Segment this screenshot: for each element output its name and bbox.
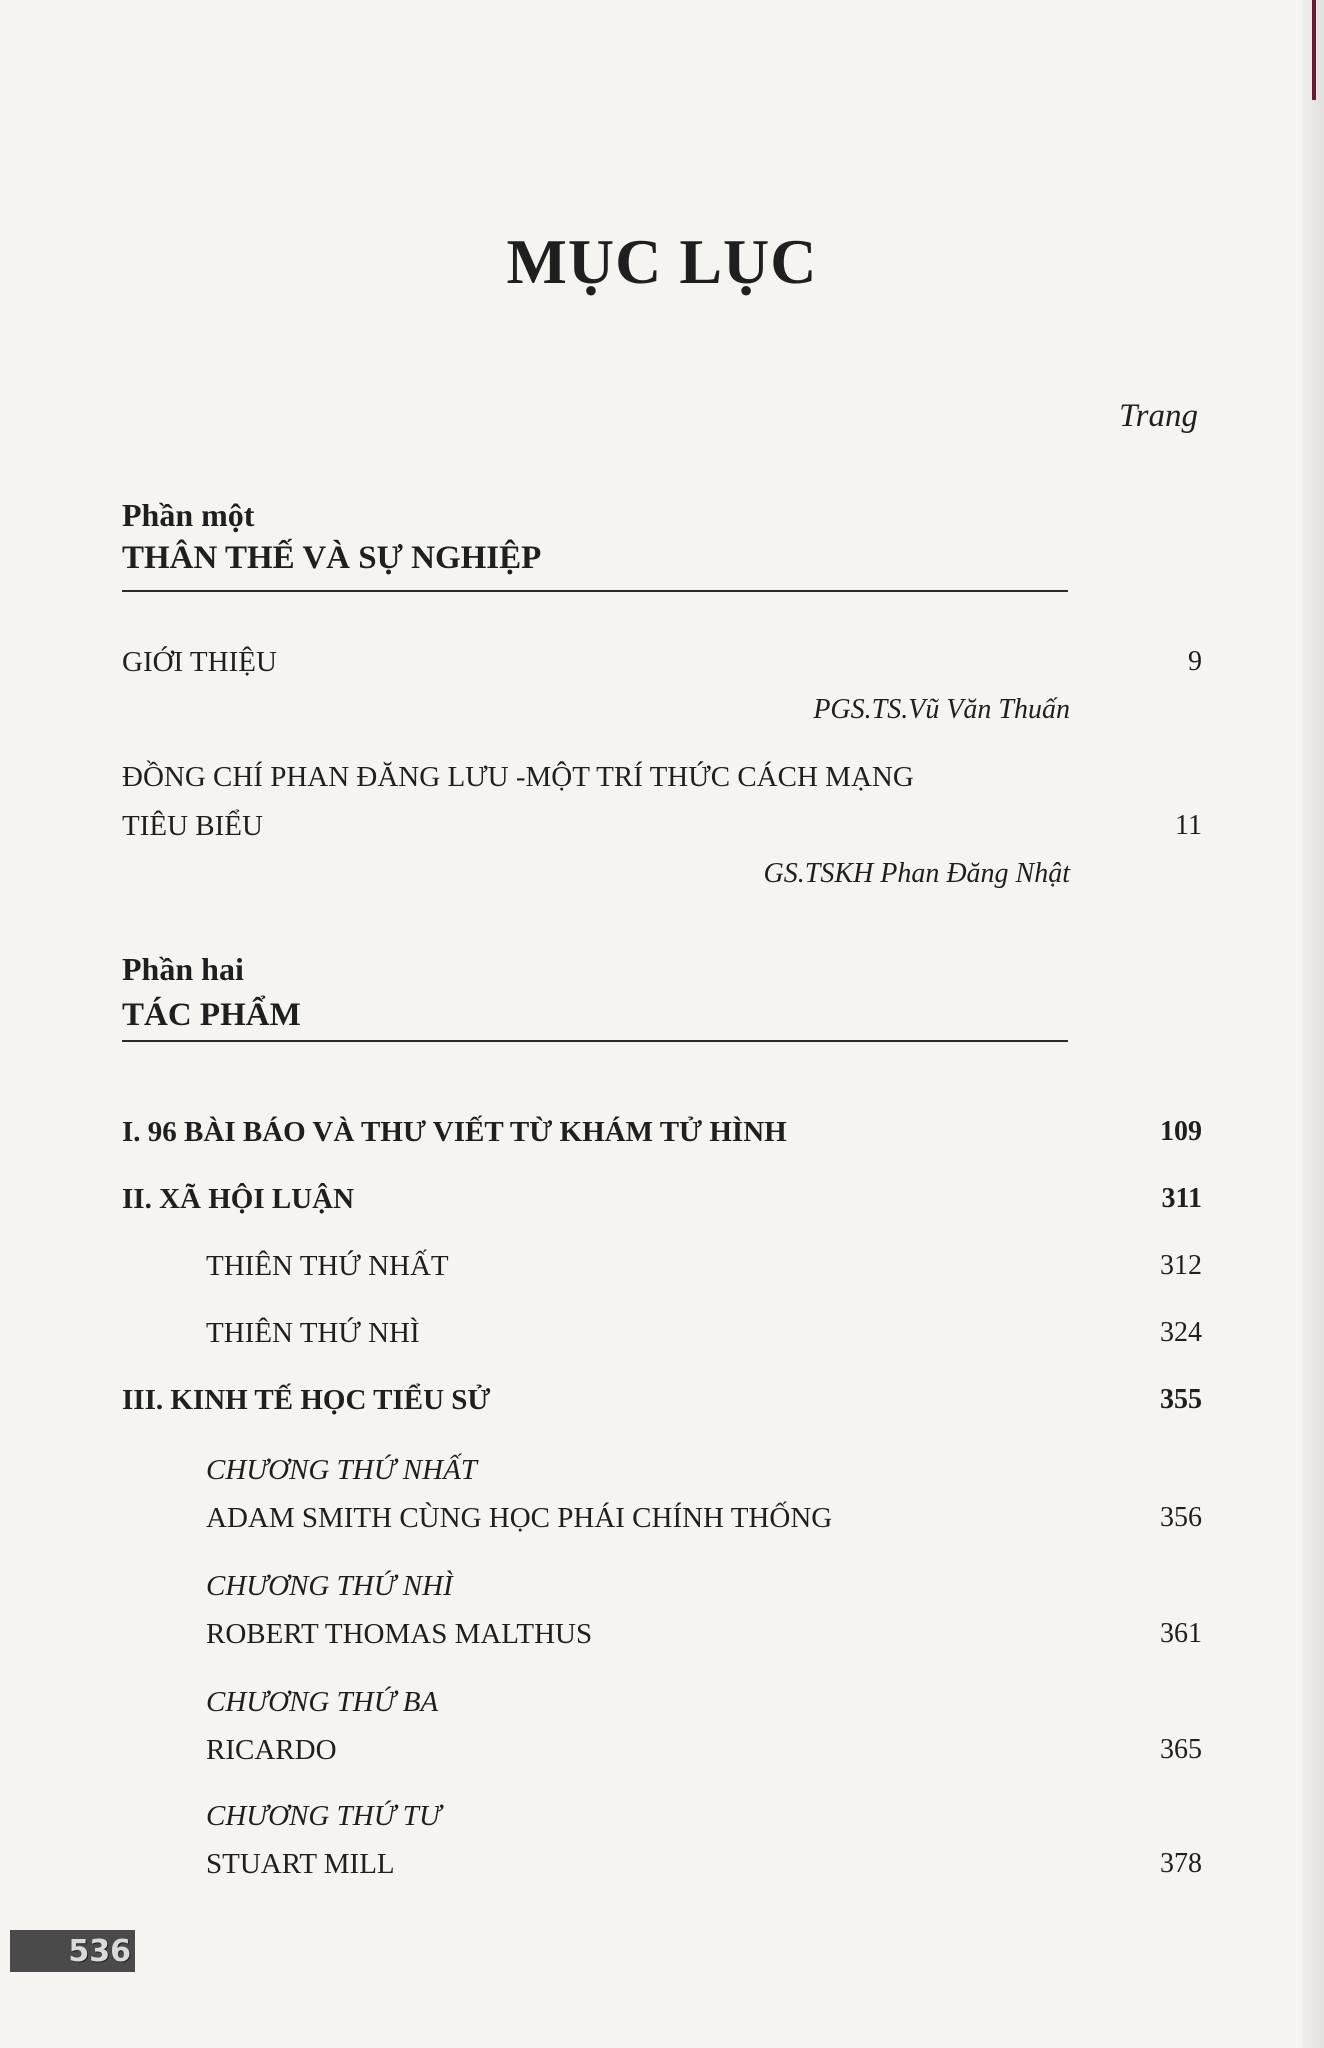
toc-entry-comrade-line2[interactable]: TIÊU BIỂU xyxy=(122,810,263,842)
toc-chapter-1-label: CHƯƠNG THỨ NHẤT xyxy=(206,1454,477,1486)
part-one-title: THÂN THẾ VÀ SỰ NGHIỆP xyxy=(122,540,542,576)
part-two-label: Phần hai xyxy=(122,951,244,987)
page-edge xyxy=(1302,0,1324,2048)
toc-entry-intro-author: PGS.TS.Vũ Văn Thuấn xyxy=(813,694,1070,725)
toc-section-3[interactable]: III. KINH TẾ HỌC TIỂU SỬ xyxy=(122,1384,491,1416)
toc-entry-intro-page: 9 xyxy=(1188,646,1202,677)
toc-item-thien-1-page: 312 xyxy=(1160,1250,1202,1281)
footer-page-number-box xyxy=(10,1930,135,1972)
toc-chapter-4-label: CHƯƠNG THỨ TƯ xyxy=(206,1800,441,1832)
toc-section-2-page: 311 xyxy=(1161,1183,1202,1214)
footer-page-number: 536 xyxy=(68,1933,131,1969)
part-two-divider xyxy=(122,1040,1068,1042)
toc-chapter-2-title[interactable]: ROBERT THOMAS MALTHUS xyxy=(206,1618,593,1650)
page-title: MỤC LỤC xyxy=(506,226,818,297)
toc-item-thien-2-page: 324 xyxy=(1160,1317,1202,1348)
toc-chapter-2-label: CHƯƠNG THỨ NHÌ xyxy=(206,1570,453,1602)
toc-entry-comrade-page: 11 xyxy=(1175,810,1202,841)
toc-chapter-1-title[interactable]: ADAM SMITH CÙNG HỌC PHÁI CHÍNH THỐNG xyxy=(206,1502,833,1534)
toc-section-3-page: 355 xyxy=(1160,1384,1202,1415)
part-two-title: TÁC PHẨM xyxy=(122,997,301,1033)
toc-entry-comrade-author: GS.TSKH Phan Đăng Nhật xyxy=(763,858,1070,889)
toc-chapter-1-page: 356 xyxy=(1160,1502,1202,1533)
page-column-label: Trang xyxy=(1119,398,1198,434)
toc-section-2[interactable]: II. XÃ HỘI LUẬN xyxy=(122,1183,355,1215)
part-one-divider xyxy=(122,590,1068,592)
toc-item-thien-2[interactable]: THIÊN THỨ NHÌ xyxy=(206,1317,420,1349)
toc-entry-comrade-line1[interactable]: ĐỒNG CHÍ PHAN ĐĂNG LƯU -MỘT TRÍ THỨC CÁCH MẠNG xyxy=(122,761,914,793)
toc-section-1[interactable]: I. 96 BÀI BÁO VÀ THƯ VIẾT TỪ KHÁM TỬ HÌNH xyxy=(122,1116,787,1148)
part-one-label: Phần một xyxy=(122,497,255,533)
toc-chapter-3-label: CHƯƠNG THỨ BA xyxy=(206,1686,439,1718)
toc-chapter-3-title[interactable]: RICARDO xyxy=(206,1734,337,1766)
toc-item-thien-1[interactable]: THIÊN THỨ NHẤT xyxy=(206,1250,449,1282)
toc-chapter-4-page: 378 xyxy=(1160,1848,1202,1879)
toc-chapter-4-title[interactable]: STUART MILL xyxy=(206,1848,395,1880)
toc-chapter-2-page: 361 xyxy=(1160,1618,1202,1649)
toc-entry-intro[interactable]: GIỚI THIỆU xyxy=(122,646,277,678)
toc-chapter-3-page: 365 xyxy=(1160,1734,1202,1765)
page-edge-mark xyxy=(1312,0,1316,100)
toc-section-1-page: 109 xyxy=(1160,1116,1202,1147)
